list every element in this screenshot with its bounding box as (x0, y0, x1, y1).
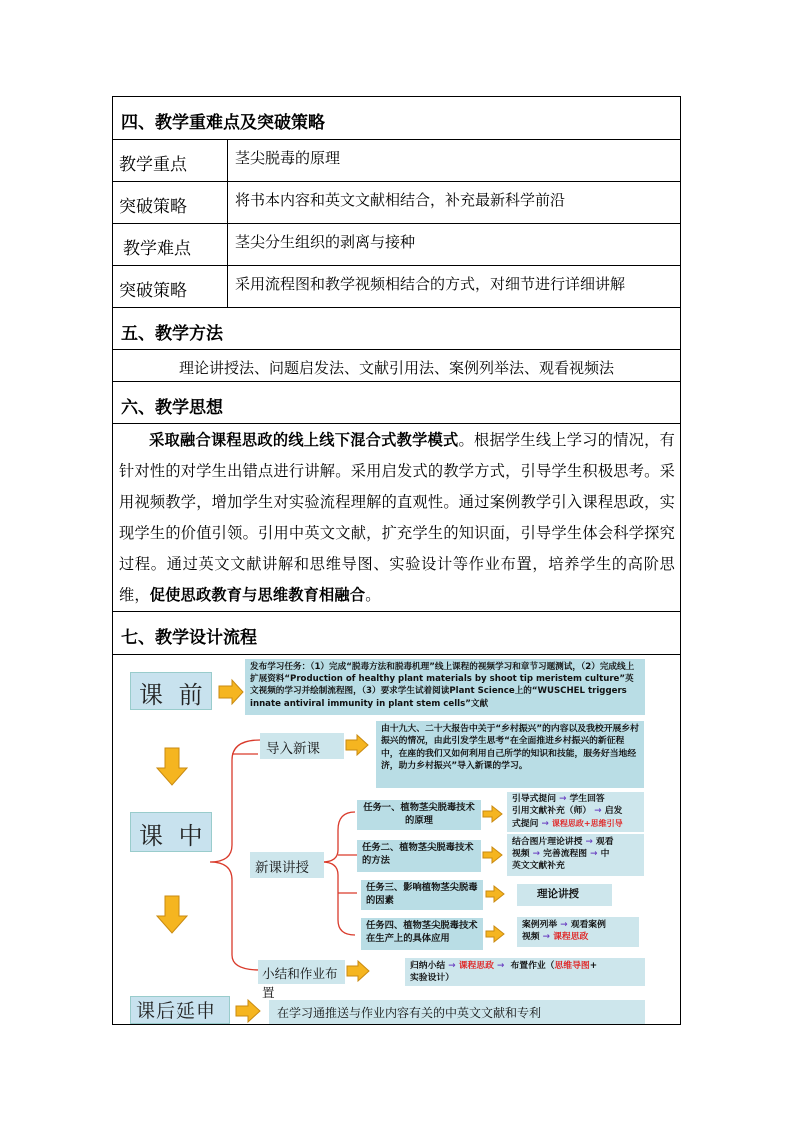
end-mark: 。 (365, 586, 381, 604)
row-label-strategy-1: 突破策略 (119, 197, 187, 217)
arrow-task4 (486, 926, 504, 942)
summary-b: 课程思政 (458, 961, 494, 971)
row-label-key-point: 教学重点 (119, 155, 187, 175)
summary-a: 归纳小结 (410, 961, 446, 971)
row-value-strategy-1: 将书本内容和英文文献相结合，补充最新科学前沿 (235, 191, 566, 209)
arrow-down-1 (157, 748, 187, 785)
new-lesson-label-box (250, 852, 324, 878)
task-3-text: 任务三、影响植物茎尖脱毒的因素 (366, 882, 478, 906)
t4-r2b: 课程思政 (553, 932, 589, 942)
t1-r2b: 启发 (604, 805, 623, 816)
row-value-key-point: 茎尖脱毒的原理 (235, 149, 341, 167)
arrow-task3 (486, 886, 504, 902)
task-4-result: 案例列举 → 观看案例 视频 → 课程思政 (517, 917, 639, 947)
task-3-result-box (517, 884, 612, 906)
body-text: 。根据学生线上学习的情况，有针对性的对学生出错点进行讲解。采用启发式的教学方式，引导学生积极思考。采用视频教学，增加学生对实验流程理解的直观性。通过案例教学引入课程思政，实现学生的价值引领。引用中英文文献，扩充学生的知识面，引导学生体会科学探究过程。通过英文文献讲解和思维导图、实验设计等作业布置，培养学生的高阶思维， (119, 431, 676, 604)
arrow-intro (346, 735, 368, 755)
pre-task-box (245, 659, 645, 715)
task-1-box (357, 800, 481, 830)
post-task-box (269, 1000, 645, 1024)
task-2-text: 任务二、植物茎尖脱毒技术的方法 (362, 842, 474, 866)
t1-r2a: 引用文献补充（师） (512, 805, 592, 816)
bold-conclusion: 促使思政教育与思维教育相融合 (149, 586, 366, 604)
t1-r3a: 式提问 (512, 818, 539, 829)
arrow-down-2 (157, 896, 187, 933)
summary-label-box (258, 960, 345, 1000)
stage-post (130, 996, 230, 1024)
summary-c: 布置作业（ (510, 961, 555, 971)
arrow-pre (219, 680, 243, 704)
section-7-title: 七、教学设计流程 (121, 628, 257, 648)
row-label-difficulty: 教学难点 (123, 239, 191, 259)
teaching-methods: 理论讲授法、问题启发法、文献引用法、案例列举法、观看视频法 (178, 359, 614, 377)
intro-label-box (260, 733, 344, 759)
arrow-task2 (483, 847, 502, 863)
task-2-result: 结合图片理论讲授 → 观看 视频 → 完善流程图 → 中 英文文献补充 (507, 834, 644, 876)
t2-r3a: 英文文献补充 (512, 861, 565, 871)
task-1-text: 任务一、植物茎尖脱毒技术的原理 (363, 802, 475, 826)
intro-text: 由十九大、二十大报告中关于“乡村振兴”的内容以及我校开展乡村振兴的情况，由此引发学生思考“在全面推进乡村振兴的新征程中，在座的我们又如何利用自己所学的知识和技能，服务好当地经济，助力乡村振兴”导入新课的学习。 (381, 724, 639, 772)
t2-r2a: 视频 (512, 849, 530, 859)
t1-r1a: 引导式提问 (512, 794, 556, 804)
task-3-box (361, 880, 483, 910)
stage-mid (130, 812, 212, 852)
section-5-title: 五、教学方法 (121, 324, 223, 344)
task-2-box (357, 840, 481, 872)
bold-lead: 采取融合课程思政的线上线下混合式教学模式 (149, 431, 459, 449)
task-4-box (361, 918, 483, 950)
summary-e: + (589, 961, 598, 971)
summary-d: 思维导图 (554, 961, 590, 971)
summary-label: 小结和作业布置 (262, 966, 338, 1000)
stage-pre-label: 课 前 (139, 681, 207, 709)
arrow-post (236, 1000, 260, 1022)
t2-r1a: 结合图片理论讲授 (512, 837, 583, 847)
t1-r1b: 学生回答 (569, 794, 605, 804)
arrow-task1 (483, 806, 502, 822)
task-4-text: 任务四、植物茎尖脱毒技术在生产上的具体应用 (366, 920, 478, 944)
t4-r2a: 视频 (522, 932, 540, 942)
post-task-text: 在学习通推送与作业内容有关的中英文文献和专利 (277, 1006, 542, 1020)
new-lesson-label: 新课讲授 (255, 860, 309, 876)
t1-r3b: 课程思政+思维引导 (551, 818, 623, 828)
row-value-strategy-2: 采用流程图和教学视频相结合的方式，对细节进行详细讲解 (235, 275, 626, 293)
summary-f: 实验设计） (410, 973, 454, 983)
t2-r2b: 完善流程图 (543, 849, 588, 859)
bracket-tasks (322, 812, 355, 935)
row-label-strategy-2: 突破策略 (119, 281, 187, 301)
arrow-summary (347, 961, 369, 981)
stage-pre (130, 672, 212, 710)
row-value-difficulty: 茎尖分生组织的剥离与接种 (235, 233, 416, 251)
summary-result: 归纳小结 → 课程思政 → 布置作业（思维导图+ 实验设计） (405, 958, 645, 986)
t2-r1b: 观看 (595, 837, 614, 847)
section-6-title: 六、教学思想 (121, 398, 223, 418)
section-4-title: 四、教学重难点及突破策略 (121, 113, 325, 133)
t4-r1b: 观看案例 (570, 920, 606, 930)
intro-label: 导入新课 (266, 741, 320, 757)
t4-r1a: 案例列举 (522, 920, 558, 930)
pre-task-text: 发布学习任务：（1）完成“脱毒方法和脱毒机理”线上课程的视频学习和章节习题测试，（2）完成线上扩展资料“Production of healthy plant materials by shoot tip meristem culture”英文视频的学习并绘制流程图，（3）要求学生试着阅读Plant Science上的“WUSCHEL triggers innate antiviral immunity in plant stem cells”文献 (250, 662, 635, 709)
stage-mid-label: 课 中 (139, 822, 207, 850)
task-3-result: 理论讲授 (537, 888, 579, 900)
intro-text-box (376, 721, 644, 788)
stage-post-label: 课后延申 (136, 1000, 217, 1022)
task-1-result: 引导式提问 → 学生回答 引用文献补充（师） → 启发 式提问 → 课程思政+思维引导 (507, 792, 644, 832)
t2-r2c: 中 (600, 849, 610, 859)
